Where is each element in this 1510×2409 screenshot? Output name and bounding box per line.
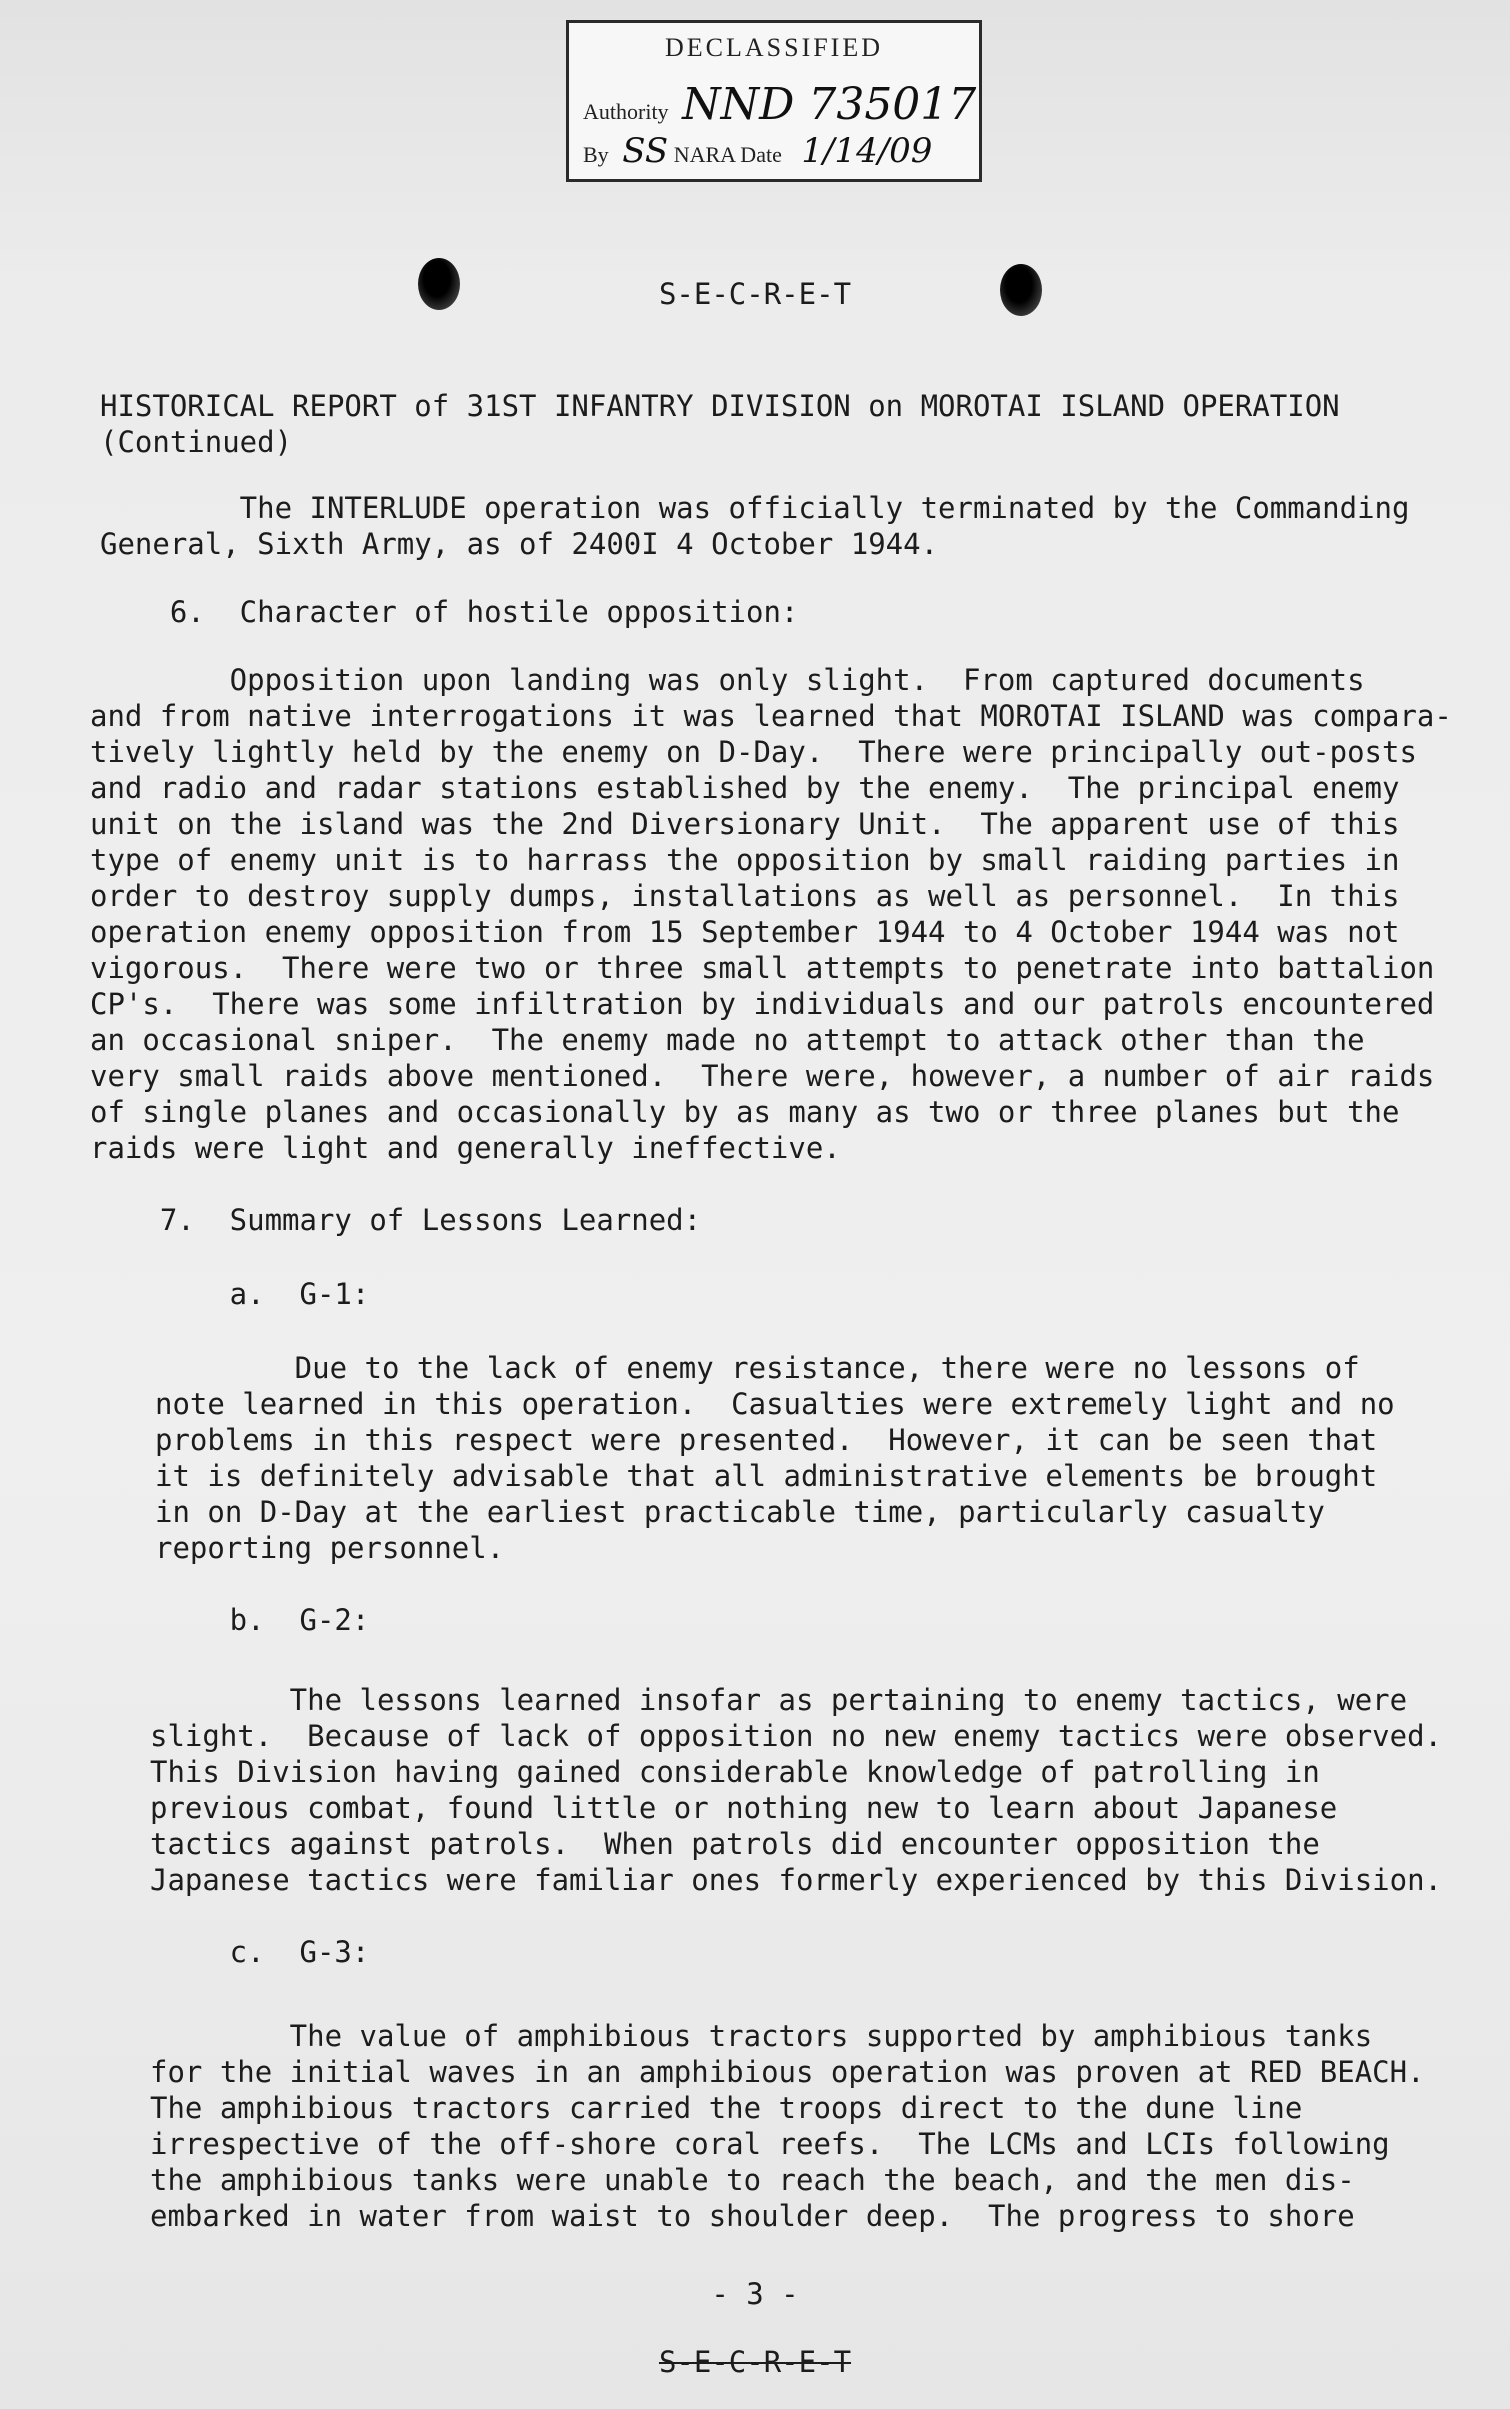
section-6-line: raids were light and generally ineffective. <box>90 1131 841 1165</box>
subsection-c-line: The value of amphibious tractors supported by amphibious tanks <box>150 2019 1373 2053</box>
stamp-by-label: By <box>583 142 609 167</box>
subsection-b-line: tactics against patrols. When patrols did encounter opposition the <box>150 1827 1320 1861</box>
intro-line: The INTERLUDE operation was officially terminated by the Commanding <box>100 491 1410 525</box>
stamp-title: DECLASSIFIED <box>664 33 883 62</box>
title-line: HISTORICAL REPORT of 31ST INFANTRY DIVISION on MOROTAI ISLAND OPERATION <box>100 389 1340 423</box>
subsection-c-line: The amphibious tractors carried the troops direct to the dune line <box>150 2091 1303 2125</box>
section-6-line: and radio and radar stations established by the enemy. The principal enemy <box>90 771 1400 805</box>
section-6-line: Opposition upon landing was only slight. From captured documents <box>90 663 1365 697</box>
section-6-line: vigorous. There were two or three small attempts to penetrate into battalion <box>90 951 1435 985</box>
classification-footer: S-E-C-R-E-T <box>658 2345 852 2379</box>
subsection-c-line: irrespective of the off-shore coral reefs. The LCMs and LCIs following <box>150 2127 1390 2161</box>
subsection-c-line: embarked in water from waist to shoulder deep. The progress to shore <box>150 2199 1355 2233</box>
intro-line: General, Sixth Army, as of 2400I 4 October 1944. <box>100 527 939 561</box>
subsection-a-line: reporting personnel. <box>155 1531 505 1565</box>
section-6-line: very small raids above mentioned. There were, however, a number of air raids <box>90 1059 1435 1093</box>
subsection-a-line: problems in this respect were presented. However, it can be seen that <box>155 1423 1378 1457</box>
section-6-line: CP's. There was some infiltration by individuals and our patrols encountered <box>90 987 1435 1021</box>
subsection-a-line: in on D-Day at the earliest practicable time, particularly casualty <box>155 1495 1325 1529</box>
stamp-authority-row <box>583 79 976 130</box>
section-6-line: tively lightly held by the enemy on D-Day. There were principally out-posts <box>90 735 1417 769</box>
classification-header: S-E-C-R-E-T <box>658 277 852 311</box>
subsection-b-line: This Division having gained considerable knowledge of patrolling in <box>150 1755 1320 1789</box>
declassified-stamp <box>566 20 982 182</box>
section-6-line: an occasional sniper. The enemy made no attempt to attack other than the <box>90 1023 1365 1057</box>
section-6-line: of single planes and occasionally by as many as two or three planes but the <box>90 1095 1400 1129</box>
stamp-nara-label: NARA Date <box>673 142 782 167</box>
section-6-line: order to destroy supply dumps, installations as well as personnel. In this <box>90 879 1400 913</box>
subsection-b-heading: b. G-2: <box>90 1603 370 1637</box>
section-7-heading: 7. Summary of Lessons Learned: <box>90 1203 702 1237</box>
subsection-b-line: slight. Because of lack of opposition no new enemy tactics were observed. <box>150 1719 1443 1753</box>
subsection-a-line: it is definitely advisable that all administrative elements be brought <box>155 1459 1378 1493</box>
subsection-a-line: note learned in this operation. Casualties were extremely light and no <box>155 1387 1395 1421</box>
subsection-b-line: Japanese tactics were familiar ones formerly experienced by this Division. <box>150 1863 1443 1897</box>
section-6-line: unit on the island was the 2nd Diversionary Unit. The apparent use of this <box>90 807 1400 841</box>
stamp-authority-label: Authority <box>583 99 669 124</box>
page-number: - 3 - <box>711 2277 799 2311</box>
subsection-c-line: for the initial waves in an amphibious operation was proven at RED BEACH. <box>150 2055 1425 2089</box>
subsection-c-heading: c. G-3: <box>90 1935 370 1969</box>
section-6-line: operation enemy opposition from 15 September 1944 to 4 October 1944 was not <box>90 915 1400 949</box>
stamp-by-value: SS <box>622 131 669 171</box>
section-6-line: type of enemy unit is to harrass the opposition by small raiding parties in <box>90 843 1400 877</box>
stamp-authority-value: NND 735017 <box>682 79 977 130</box>
subsection-c-line: the amphibious tanks were unable to reach the beach, and the men dis- <box>150 2163 1355 2197</box>
section-6-heading: 6. Character of hostile opposition: <box>100 595 799 629</box>
stamp-date-value: 1/14/09 <box>801 131 933 171</box>
section-6-line: and from native interrogations it was learned that MOROTAI ISLAND was compara- <box>90 699 1452 733</box>
subsection-a-line: Due to the lack of enemy resistance, there were no lessons of <box>155 1351 1360 1385</box>
subsection-b-line: The lessons learned insofar as pertaining to enemy tactics, were <box>150 1683 1408 1717</box>
title-line: (Continued) <box>100 425 293 459</box>
stamp-by-row <box>583 131 932 171</box>
subsection-a-heading: a. G-1: <box>90 1277 370 1311</box>
subsection-b-line: previous combat, found little or nothing new to learn about Japanese <box>150 1791 1338 1825</box>
